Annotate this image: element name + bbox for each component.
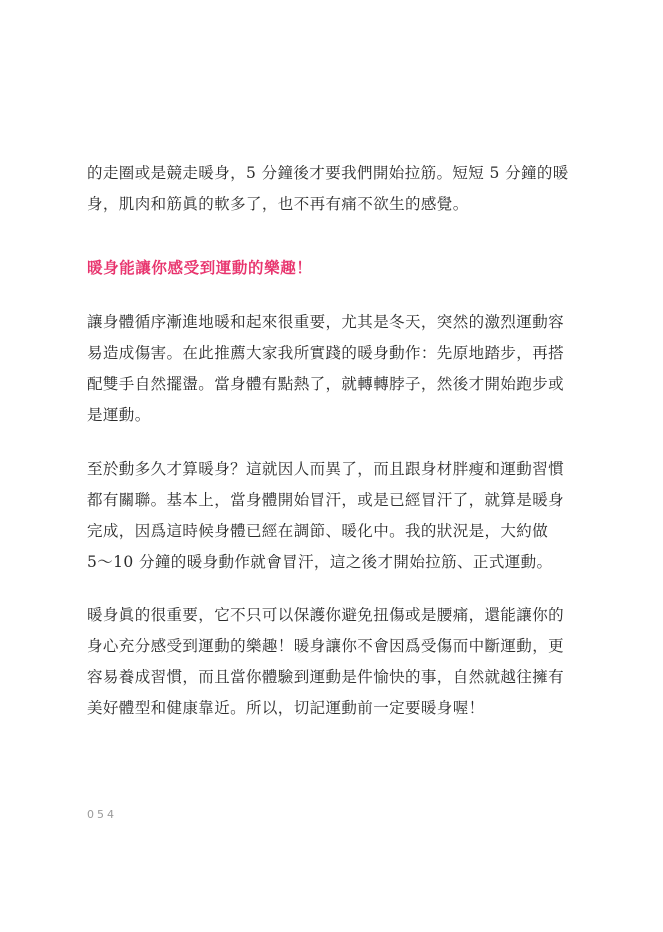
text-line: 身心充分感受到運動的樂趣！暖身讓你不會因爲受傷而中斷運動，更 <box>87 637 565 655</box>
text-line: 至於動多久才算暖身？這就因人而異了，而且跟身材胖瘦和運動習慣 <box>87 460 565 478</box>
text-line: 完成，因爲這時候身體已經在調節、暖化中。我的狀況是，大約做 <box>87 522 549 540</box>
text-line: 暖身眞的很重要，它不只可以保護你避免扭傷或是腰痛，還能讓你的 <box>87 606 565 624</box>
section-heading: 暖身能讓你感受到運動的樂趣！ <box>87 259 313 277</box>
page-number: 054 <box>87 808 117 821</box>
text-line: 配雙手自然擺盪。當身體有點熱了，就轉轉脖子，然後才開始跑步或 <box>87 375 565 393</box>
intro-paragraph <box>87 158 567 220</box>
text-line: 美好體型和健康靠近。所以，切記運動前一定要暖身喔！ <box>87 699 485 717</box>
text-line: 讓身體循序漸進地暖和起來很重要，尤其是冬天，突然的激烈運動容 <box>87 313 565 331</box>
text-line: 容易養成習慣，而且當你體驗到運動是件愉快的事，自然就越往擁有 <box>87 668 565 686</box>
text-line: 的走圈或是競走暖身，5 分鐘後才要我們開始拉筋。短短 5 分鐘的暖 <box>87 164 569 182</box>
paragraph-warmup-duration <box>87 454 567 578</box>
text-line: 身，肌肉和筋眞的軟多了，也不再有痛不欲生的感覺。 <box>87 195 469 213</box>
text-line: 5～10 分鐘的暖身動作就會冒汗，這之後才開始拉筋、正式運動。 <box>87 553 553 571</box>
text-line: 易造成傷害。在此推薦大家我所實踐的暖身動作：先原地踏步，再搭 <box>87 344 565 362</box>
text-line: 都有關聯。基本上，當身體開始冒汗，或是已經冒汗了，就算是暖身 <box>87 491 565 509</box>
paragraph-warmup-importance <box>87 600 567 724</box>
paragraph-warmup-method <box>87 307 567 431</box>
text-line: 是運動。 <box>87 406 151 424</box>
